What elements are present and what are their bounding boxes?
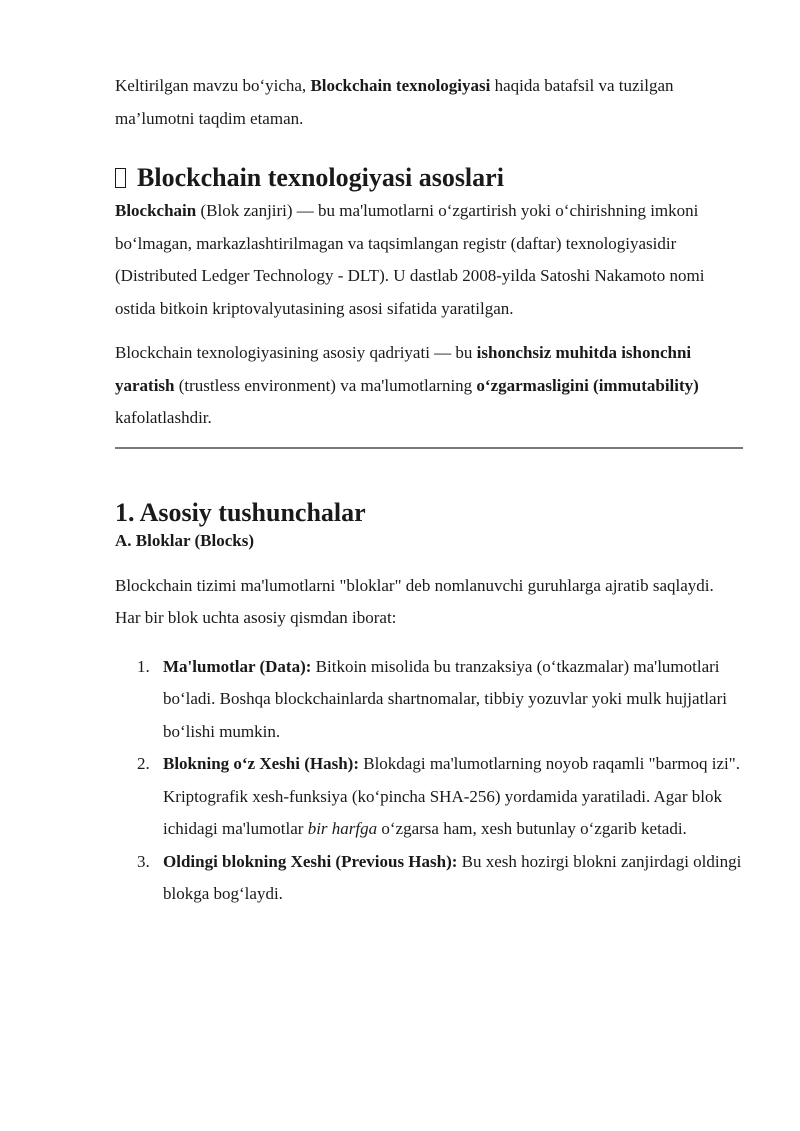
list-item-number: 1.	[137, 656, 150, 676]
list-item	[115, 748, 743, 846]
definition-text: (Blok zanjiri) — bu ma'lumotlarni o‘zgartirish yoki o‘chirishning imkoni bo‘lmagan, markazlashtirilmagan va taqsimlangan registr (daftar) texnologiyasidir (Distributed Ledger Technology - DLT). U dastlab 2008-yilda Satoshi Nakamoto nomi ostida bitkoin kriptovalyutasining asosi sifatida yaratilgan.	[115, 201, 705, 318]
list-item-text: Bitkoin misolida bu tranzaksiya (o‘tkazmalar) ma'lumotlari bo‘ladi. Boshqa blockchainlarda shartnomalar, tibbiy yozuvlar yoki mulk hujjatlari bo‘lishi mumkin.	[163, 656, 727, 741]
subsection-heading-blocks: A. Bloklar (Blocks)	[115, 530, 255, 550]
intro-text-after: haqida batafsil va tuzilgan ma’lumotni taqdim etaman.	[115, 76, 674, 128]
intro-bold-term: Blockchain texnologiyasi	[310, 76, 491, 95]
section-heading-basics-text: Blockchain texnologiyasi asoslari	[137, 163, 504, 192]
section-heading-concepts: 1. Asosiy tushunchalar	[115, 497, 366, 527]
value-text-1: Blockchain texnologiyasining asosiy qadriyati — bu	[115, 343, 477, 362]
list-item-text-end: o‘zgarsa ham, xesh butunlay o‘zgarib ketadi.	[377, 819, 687, 838]
horizontal-divider	[115, 447, 743, 449]
value-text-2: (trustless environment) va ma'lumotlarning	[174, 375, 477, 395]
list-item-term: Blokning o‘z Xeshi (Hash):	[163, 754, 359, 773]
list-item-text: Bu xesh hozirgi blokni zanjirdagi oldingi blokga bog‘laydi.	[163, 851, 742, 903]
list-item-number: 2.	[137, 754, 150, 773]
definition-paragraph	[115, 195, 743, 325]
list-item-italic: bir harfga	[307, 819, 378, 838]
document-page	[115, 70, 743, 911]
value-bold-2: o‘zgarmasligini (immutability)	[476, 375, 699, 395]
list-item-term: Oldingi blokning Xeshi (Previous Hash):	[163, 851, 458, 871]
section-heading-basics	[115, 161, 743, 195]
value-text-3: kafolatlashdir.	[115, 408, 212, 427]
list-item-text: Blokdagi ma'lumotlarning noyob raqamli "barmoq izi". Kriptografik xesh-funksiya (ko‘pincha SHA-256) yordamida yaratiladi. Agar blok ichidagi ma'lumotlar	[163, 754, 740, 838]
intro-text-before: Keltirilgan mavzu bo‘yicha,	[115, 76, 311, 95]
value-bold-1: ishonchsiz muhitda ishonchni yaratish	[115, 343, 692, 395]
definition-term: Blockchain	[115, 201, 197, 220]
missing-glyph-icon	[115, 168, 126, 188]
blocks-intro-paragraph: Blockchain tizimi ma'lumotlarni "bloklar" deb nomlanuvchi guruhlarga ajratib saqlaydi. Har bir blok uchta asosiy qismdan iborat:	[115, 575, 714, 627]
intro-paragraph	[115, 70, 743, 135]
block-parts-list	[115, 651, 743, 911]
list-item	[115, 651, 743, 749]
list-item-term: Ma'lumotlar (Data):	[163, 656, 312, 676]
value-paragraph	[115, 337, 743, 435]
list-item	[115, 846, 743, 911]
list-item-number: 3.	[137, 851, 150, 871]
